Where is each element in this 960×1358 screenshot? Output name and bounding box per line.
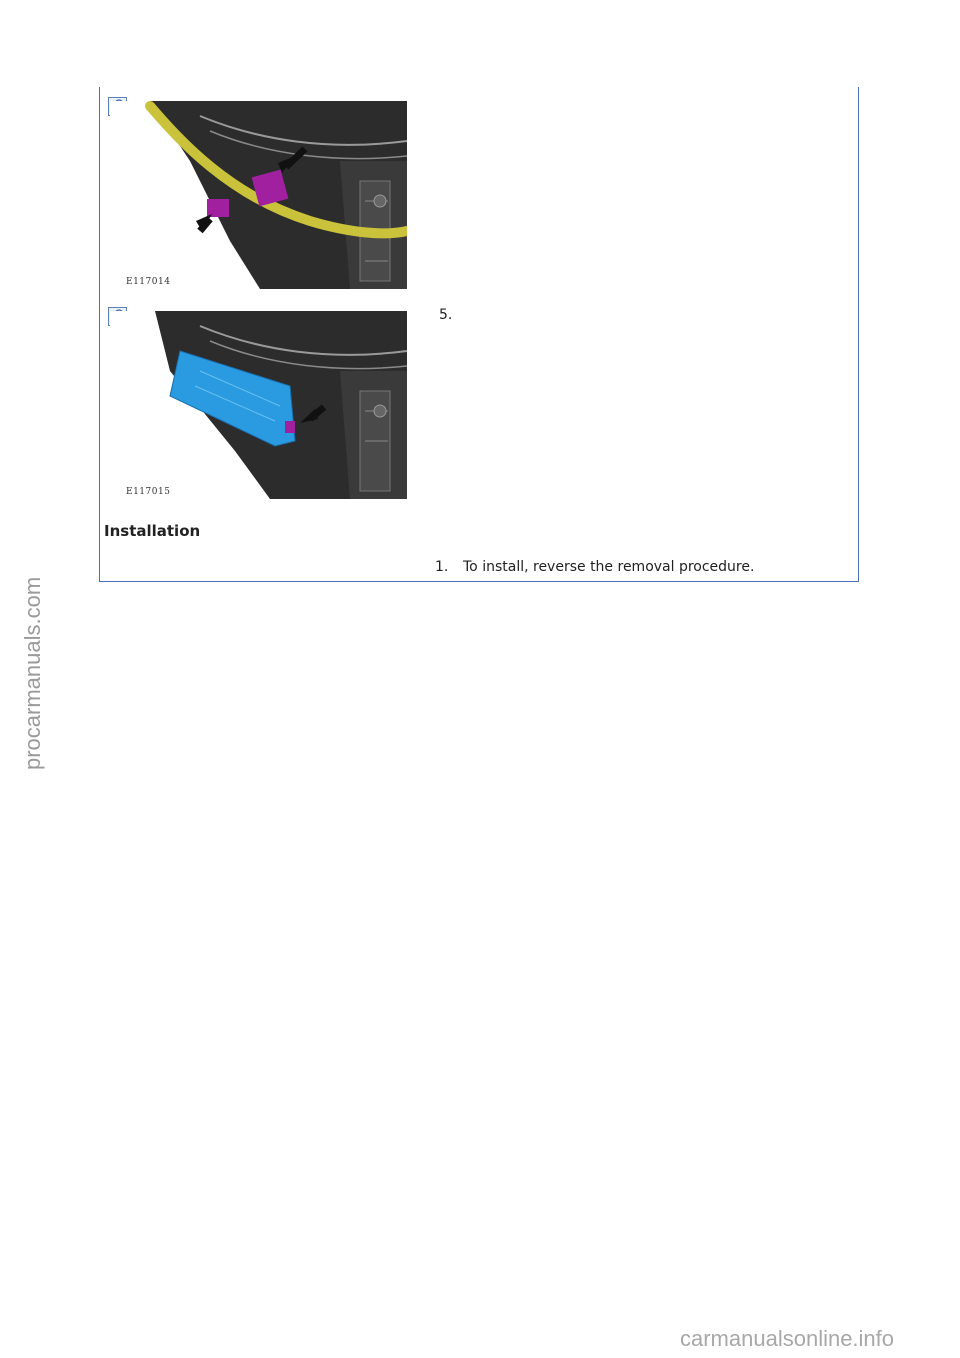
step-number: 5. bbox=[439, 307, 453, 323]
bottom-watermark: carmanualsonline.info bbox=[680, 1326, 895, 1351]
side-watermark: procarmanuals.com bbox=[20, 576, 45, 770]
installation-step-text: To install, reverse the removal procedure. bbox=[463, 559, 755, 575]
figure-code: E117015 bbox=[126, 487, 171, 497]
figure-harness-connectors bbox=[110, 101, 407, 289]
figure-module-connector bbox=[110, 311, 407, 499]
installation-step-number: 1. bbox=[435, 559, 449, 575]
section-heading-installation: Installation bbox=[104, 522, 201, 540]
figure-code: E117014 bbox=[126, 277, 171, 287]
